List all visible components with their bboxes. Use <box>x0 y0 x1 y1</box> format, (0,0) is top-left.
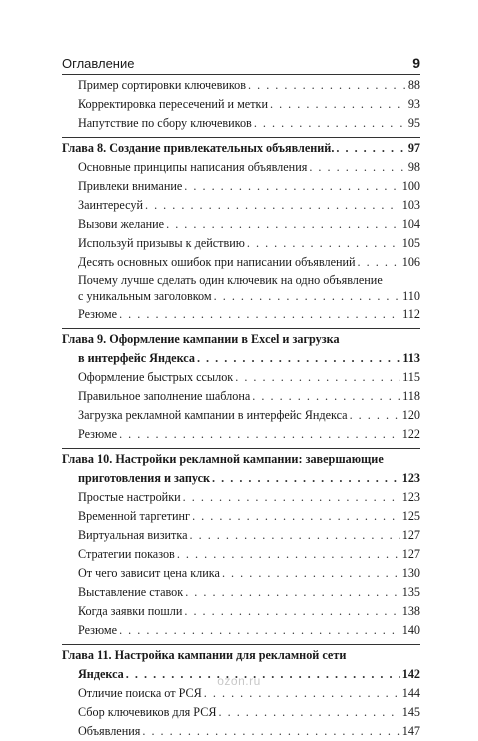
header-title: Оглавление <box>62 56 135 71</box>
toc-entry: Объявления . . . 147 <box>62 722 420 741</box>
chapter-8 <box>62 137 420 324</box>
toc-entry: Отличие поиска от РСЯ . . . 144 <box>62 684 420 703</box>
toc-entry: Пример сортировки ключевиков . . . 88 <box>62 76 420 95</box>
toc-entry-multiline: Почему лучше сделать один ключевик на одно объявление с уникальным заголовком . . . 110 <box>62 272 420 305</box>
chapter-heading-line2: Яндекса . . . 142 <box>62 665 420 684</box>
toc-entry: Используй призывы к действию . . . 105 <box>62 234 420 253</box>
toc-entry-summary: Резюме . . . 112 <box>62 305 420 324</box>
chapter-10 <box>62 448 420 640</box>
header-page-number: 9 <box>412 55 420 71</box>
chapter-heading-line1: Глава 11. Настройка кампании для рекламной сети <box>62 648 347 662</box>
toc-entry: Когда заявки пошли . . . 138 <box>62 602 420 621</box>
toc-entry: Загрузка рекламной кампании в интерфейс Яндекса . . . 120 <box>62 406 420 425</box>
watermark: ozon.ru <box>217 674 261 688</box>
toc-entry: Временной таргетинг . . . 125 <box>62 507 420 526</box>
toc-entry: Простые настройки . . . 123 <box>62 488 420 507</box>
toc-entry: Выставление ставок . . . 135 <box>62 583 420 602</box>
toc-entry-summary: Резюме . . . 122 <box>62 425 420 444</box>
chapter-9 <box>62 328 420 444</box>
chapter-heading-line1: Глава 9. Оформление кампании в Excel и загрузка <box>62 332 340 346</box>
toc-entry: Привлеки внимание . . . 100 <box>62 177 420 196</box>
toc-entry: Правильное заполнение шаблона . . . 118 <box>62 387 420 406</box>
chapter-heading-line2: в интерфейс Яндекса . . . 113 <box>62 349 420 368</box>
toc-entry: Основные принципы написания объявления . . . 98 <box>62 158 420 177</box>
toc-entry: Оформление быстрых ссылок . . . 115 <box>62 368 420 387</box>
toc-entry: Заинтересуй . . . 103 <box>62 196 420 215</box>
toc-entry-summary: Резюме . . . 140 <box>62 621 420 640</box>
chapter-heading-line2: приготовления и запуск . . . 123 <box>62 469 420 488</box>
chapter-heading-line1: Глава 10. Настройки рекламной кампании: завершающие <box>62 452 384 466</box>
toc-entry: Виртуальная визитка . . . 127 <box>62 526 420 545</box>
toc-entry: Корректировка пересечений и метки . . . 93 <box>62 95 420 114</box>
chapter-heading: Глава 8. Создание привлекательных объявлений. . . . 97 <box>62 139 420 158</box>
toc-entry: Вызови желание . . . 104 <box>62 215 420 234</box>
toc-entry: От чего зависит цена клика . . . 130 <box>62 564 420 583</box>
toc-entry: Напутствие по сбору ключевиков . . . 95 <box>62 114 420 133</box>
running-header <box>62 50 420 75</box>
toc-entry: Стратегии показов . . . 127 <box>62 545 420 564</box>
toc-entry: Сбор ключевиков для РСЯ . . . 145 <box>62 703 420 722</box>
toc-entry: Десять основных ошибок при написании объявлений . . . 106 <box>62 253 420 272</box>
chapter-11 <box>62 644 420 741</box>
table-of-contents <box>62 76 420 741</box>
